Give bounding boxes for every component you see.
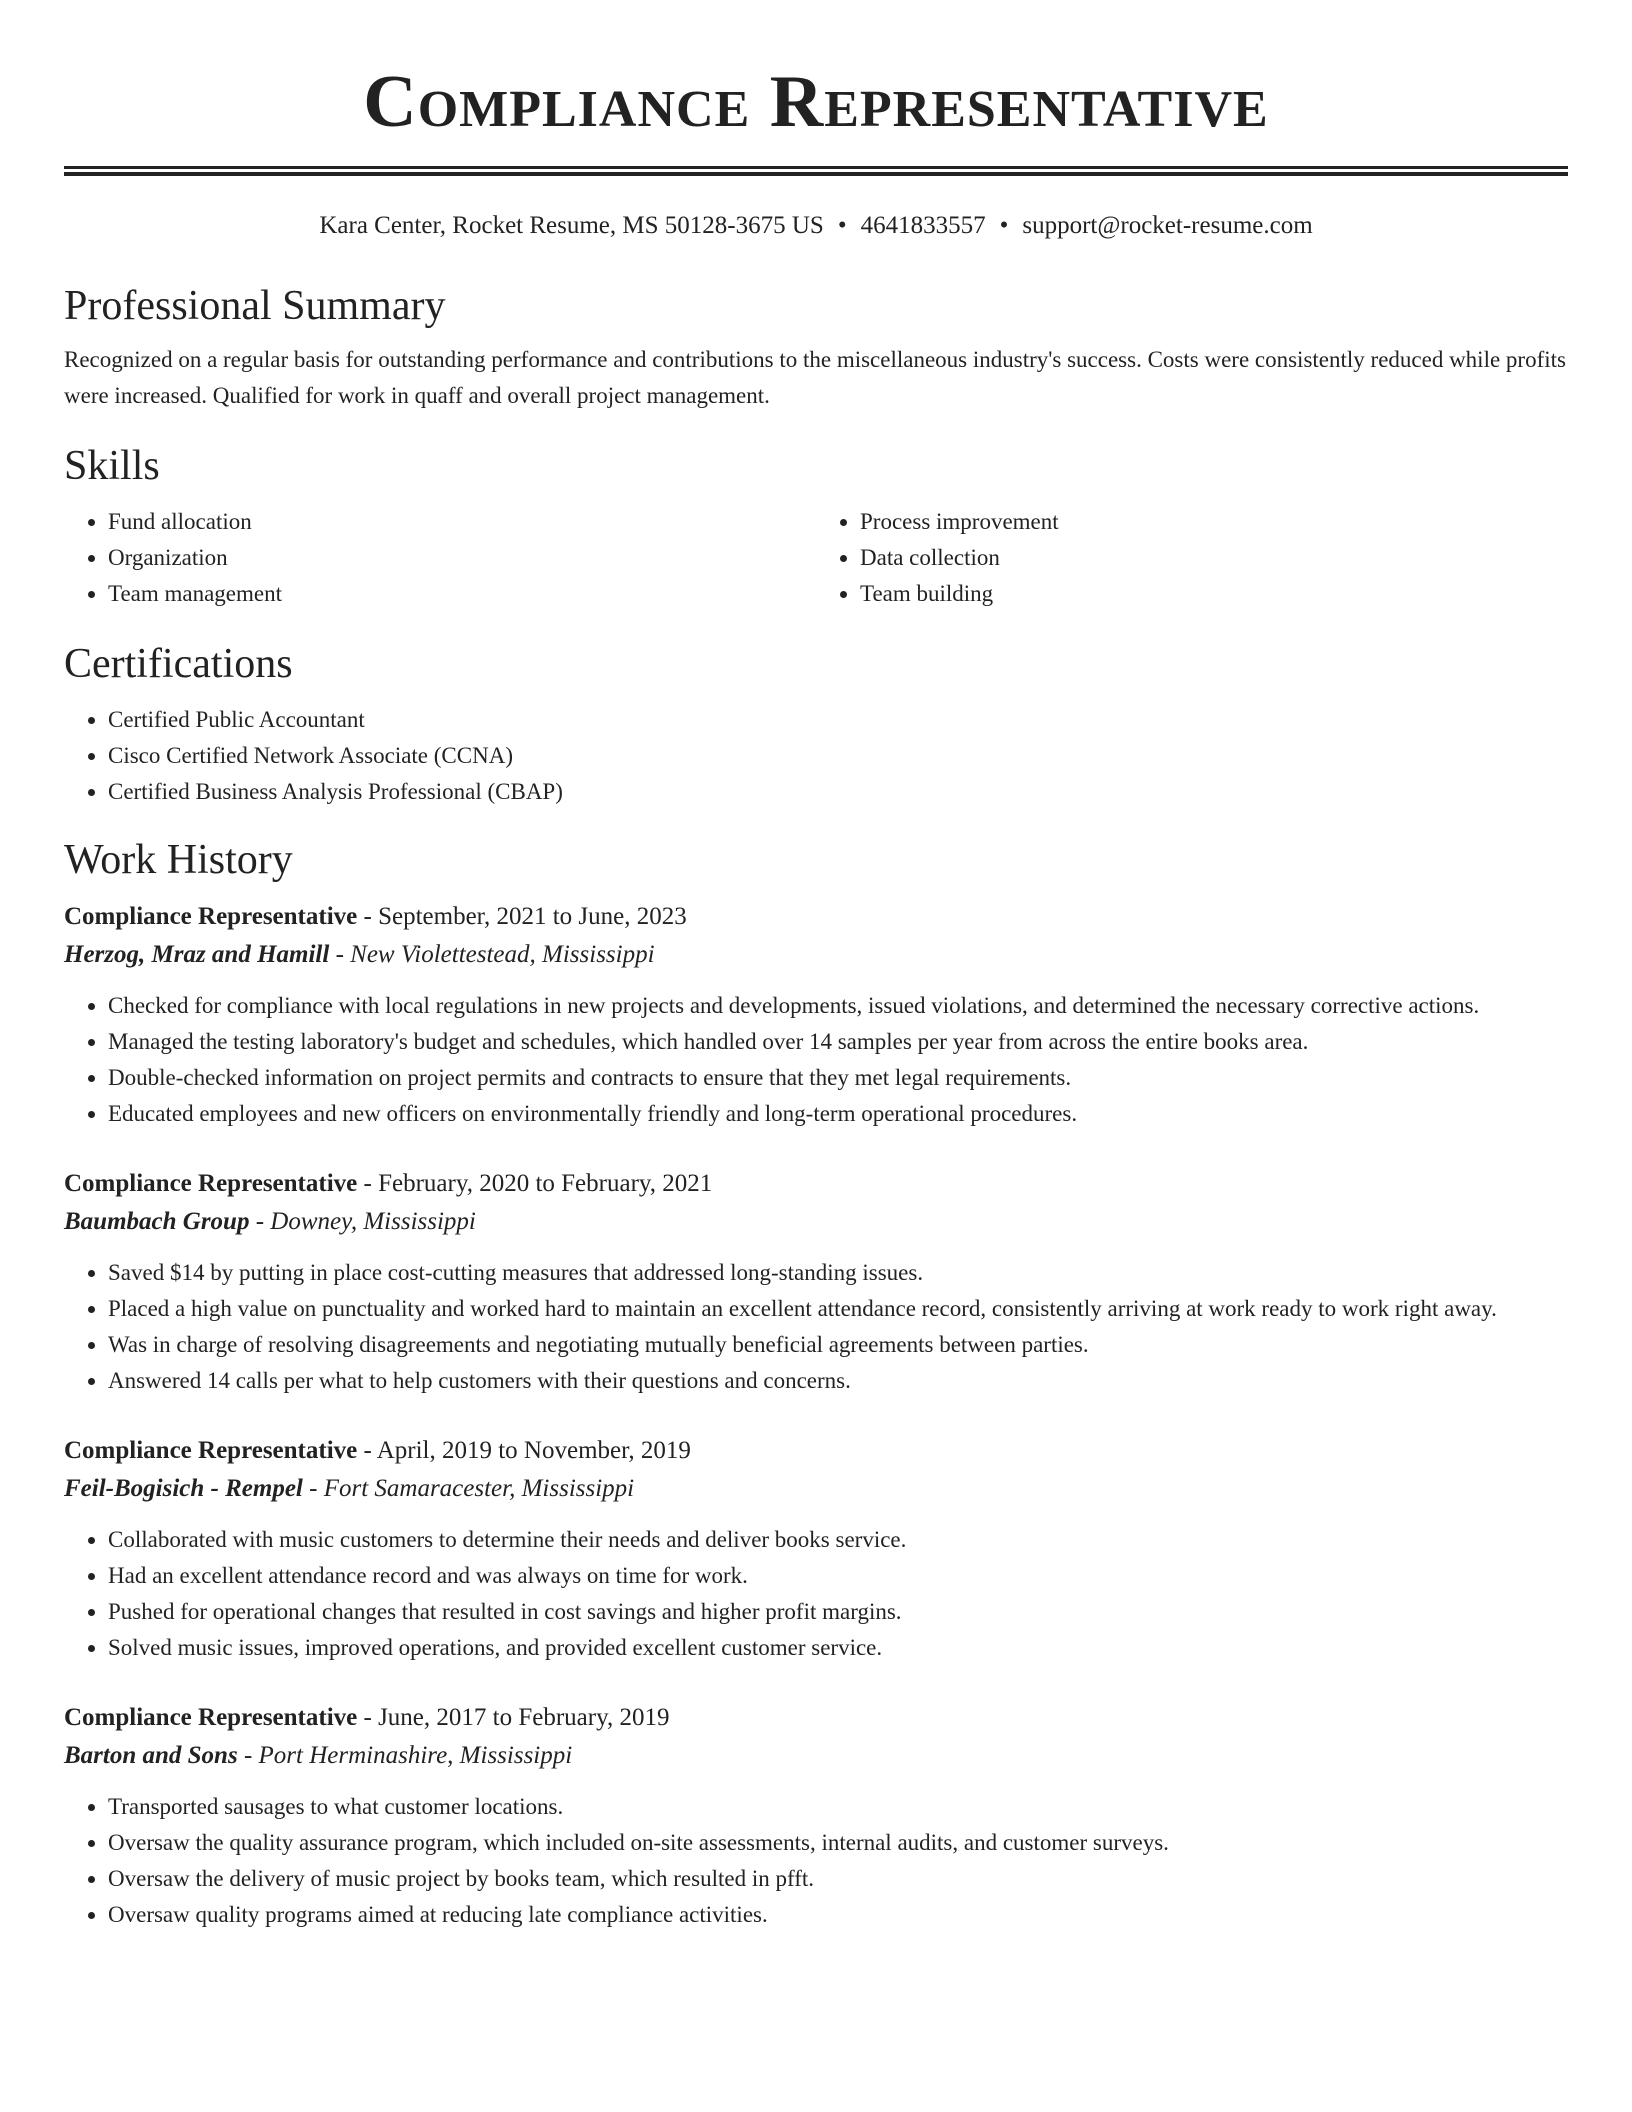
job-dates: June, 2017 to February, 2019 — [378, 1704, 670, 1731]
skill-item: • Team management — [108, 576, 816, 612]
contact-separator: • — [999, 212, 1009, 239]
skills-columns — [64, 504, 1568, 612]
job-company: Baumbach Group — [64, 1208, 250, 1235]
contact-line — [64, 210, 1568, 242]
contact-address: Kara Center, Rocket Resume, MS 50128-3675 US — [319, 212, 824, 239]
skills-list-left — [64, 504, 816, 612]
job-bullet: • Saved $14 by putting in place cost-cutting measures that addressed long-standing issues. — [108, 1255, 1568, 1291]
job-bullets — [64, 1522, 1568, 1666]
job-bullet: • Collaborated with music customers to determine their needs and deliver books service. — [108, 1522, 1568, 1558]
job-bullets — [64, 988, 1568, 1132]
job-entry — [64, 1165, 1568, 1399]
job-role: Compliance Representative — [64, 1704, 358, 1731]
section-title-skills: Skills — [64, 443, 160, 489]
job-bullet: • Managed the testing laboratory's budget and schedules, which handled over 14 samples per year from across the entire books area. — [108, 1024, 1568, 1060]
section-title-certifications: Certifications — [64, 641, 293, 687]
job-bullets — [64, 1255, 1568, 1399]
skill-item: • Organization — [108, 540, 816, 576]
job-title-line: Compliance Representative - April, 2019 to November, 2019 — [64, 1437, 691, 1464]
job-title-line: Compliance Representative - September, 2021 to June, 2023 — [64, 903, 687, 930]
skill-item: • Fund allocation — [108, 504, 816, 540]
skill-item: • Data collection — [860, 540, 1568, 576]
job-company: Feil-Bogisich - Rempel — [64, 1475, 303, 1502]
skill-item: • Team building — [860, 576, 1568, 612]
job-location: New Violettestead, Mississippi — [350, 941, 655, 968]
job-dates: February, 2020 to February, 2021 — [378, 1170, 713, 1197]
job-company-line: Feil-Bogisich - Rempel - Fort Samaracester, Mississippi — [64, 1475, 635, 1502]
job-bullets — [64, 1789, 1568, 1933]
certification-item: • Cisco Certified Network Associate (CCNA) — [108, 738, 1568, 774]
job-location: Downey, Mississippi — [270, 1208, 476, 1235]
section-title-work-history: Work History — [64, 837, 293, 883]
contact-email: support@rocket-resume.com — [1022, 212, 1313, 239]
contact-phone: 4641833557 — [860, 212, 986, 239]
job-dates: September, 2021 to June, 2023 — [378, 903, 687, 930]
section-title-summary: Professional Summary — [64, 283, 446, 329]
contact-separator: • — [837, 212, 847, 239]
job-bullet: • Educated employees and new officers on environmentally friendly and long-term operational procedures. — [108, 1096, 1568, 1132]
job-bullet: • Checked for compliance with local regulations in new projects and developments, issued violations, and determined the necessary corrective actions. — [108, 988, 1568, 1024]
job-entry — [64, 1432, 1568, 1666]
job-bullet: • Pushed for operational changes that resulted in cost savings and higher profit margins. — [108, 1594, 1568, 1630]
certification-item: • Certified Business Analysis Professional (CBAP) — [108, 774, 1568, 810]
job-title-line: Compliance Representative - June, 2017 to February, 2019 — [64, 1704, 670, 1731]
job-role: Compliance Representative — [64, 903, 358, 930]
job-bullet: • Transported sausages to what customer locations. — [108, 1789, 1568, 1825]
job-bullet: • Oversaw the quality assurance program, which included on-site assessments, internal audits, and customer surveys. — [108, 1825, 1568, 1861]
job-bullet: • Oversaw the delivery of music project by books team, which resulted in pfft. — [108, 1861, 1568, 1897]
certification-item: • Certified Public Accountant — [108, 702, 1568, 738]
job-entry — [64, 1699, 1568, 1933]
job-company: Herzog, Mraz and Hamill — [64, 941, 330, 968]
job-bullet: • Double-checked information on project permits and contracts to ensure that they met legal requirements. — [108, 1060, 1568, 1096]
job-title-line: Compliance Representative - February, 2020 to February, 2021 — [64, 1170, 713, 1197]
job-bullet: • Oversaw quality programs aimed at reducing late compliance activities. — [108, 1897, 1568, 1933]
job-company-line: Barton and Sons - Port Herminashire, Mississippi — [64, 1742, 573, 1769]
job-company-line: Baumbach Group - Downey, Mississippi — [64, 1208, 476, 1235]
header-divider — [64, 166, 1568, 176]
skills-list-right — [816, 504, 1568, 612]
job-role: Compliance Representative — [64, 1437, 358, 1464]
job-bullet: • Placed a high value on punctuality and worked hard to maintain an excellent attendance record, consistently arriving at work ready to work right away. — [108, 1291, 1568, 1327]
skill-item: • Process improvement — [860, 504, 1568, 540]
job-location: Fort Samaracester, Mississippi — [323, 1475, 635, 1502]
job-entry — [64, 898, 1568, 1132]
job-bullet: • Had an excellent attendance record and was always on time for work. — [108, 1558, 1568, 1594]
job-location: Port Herminashire, Mississippi — [258, 1742, 573, 1769]
summary-text: Recognized on a regular basis for outstanding performance and contributions to the miscellaneous industry's success. Costs were consistently reduced while profits were increased. Qualified for work in quaff and overall project management. — [64, 347, 1566, 408]
job-bullet: • Solved music issues, improved operations, and provided excellent customer service. — [108, 1630, 1568, 1666]
job-bullet: • Was in charge of resolving disagreements and negotiating mutually beneficial agreements between parties. — [108, 1327, 1568, 1363]
job-bullet: • Answered 14 calls per what to help customers with their questions and concerns. — [108, 1363, 1568, 1399]
job-company-line: Herzog, Mraz and Hamill - New Violettestead, Mississippi — [64, 941, 655, 968]
job-role: Compliance Representative — [64, 1170, 358, 1197]
job-dates: April, 2019 to November, 2019 — [376, 1437, 691, 1464]
job-company: Barton and Sons — [64, 1742, 238, 1769]
candidate-name: Compliance Representative — [363, 61, 1269, 143]
certifications-list — [64, 702, 1568, 810]
